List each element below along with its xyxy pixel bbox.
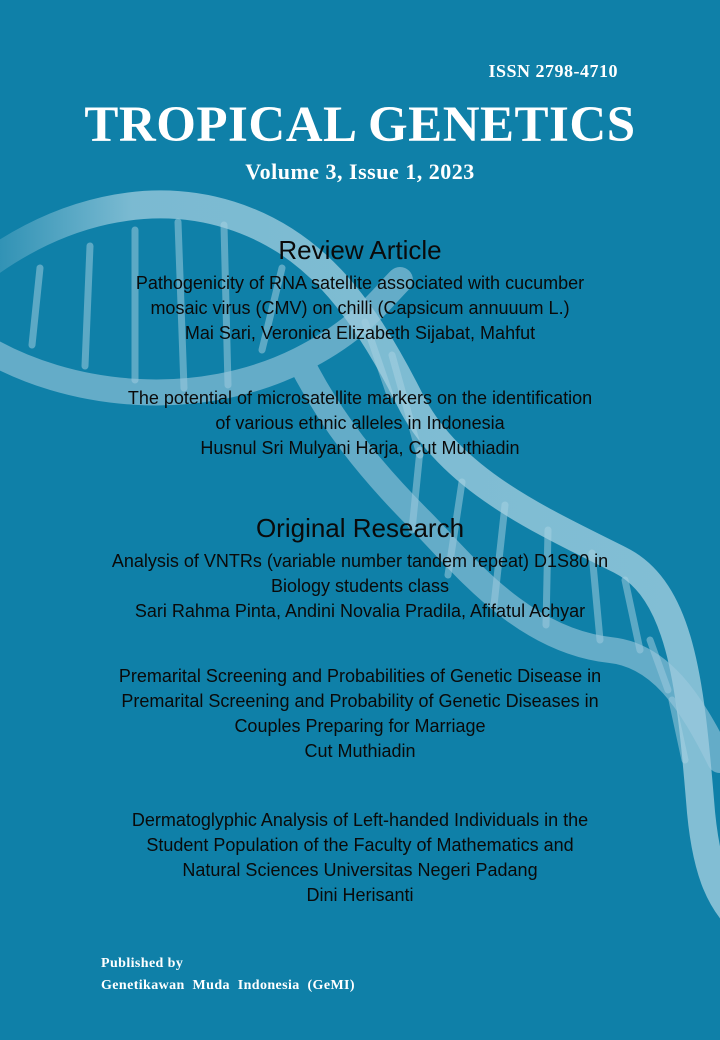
issn-number: ISSN 2798-4710 — [488, 61, 618, 81]
article-premarital — [20, 664, 700, 764]
publisher-block — [101, 953, 355, 997]
article-title-line: mosaic virus (CMV) on chilli (Capsicum annuuum L.) — [150, 298, 570, 318]
article-dermatoglyphic — [20, 808, 700, 908]
section-heading-review: Review Article — [278, 235, 442, 265]
article-authors: Husnul Sri Mulyani Harja, Cut Muthiadin — [200, 438, 520, 458]
article-title-line: Natural Sciences Universitas Negeri Padang — [182, 860, 538, 880]
article-microsatellite — [20, 386, 700, 461]
publisher-name: Genetikawan Muda Indonesia (GeMI) — [101, 978, 355, 993]
article-title-line: Premarital Screening and Probabilities of Genetic Disease in — [118, 666, 602, 686]
article-title-line: Premarital Screening and Probability of Genetic Diseases in — [121, 691, 599, 711]
article-cmv-chilli — [20, 271, 700, 346]
article-authors: Dini Herisanti — [306, 885, 414, 905]
article-authors: Sari Rahma Pinta, Andini Novalia Pradila, Afifatul Achyar — [134, 601, 586, 621]
article-title-line: of various ethnic alleles in Indonesia — [215, 413, 505, 433]
article-title-line: Dermatoglyphic Analysis of Left-handed Individuals in the — [131, 810, 589, 830]
article-title-line: Biology students class — [270, 576, 450, 596]
article-authors: Cut Muthiadin — [304, 741, 416, 761]
volume-issue: Volume 3, Issue 1, 2023 — [245, 159, 475, 184]
article-title-line: Couples Preparing for Marriage — [234, 716, 486, 736]
article-vntr — [20, 549, 700, 624]
article-authors: Mai Sari, Veronica Elizabeth Sijabat, Mahfut — [184, 323, 536, 343]
section-heading-original: Original Research — [255, 513, 465, 543]
article-title-line: Pathogenicity of RNA satellite associated with cucumber — [135, 273, 585, 293]
article-title-line: Analysis of VNTRs (variable number tandem repeat) D1S80 in — [111, 551, 609, 571]
journal-title: TROPICAL GENETICS — [84, 97, 636, 153]
article-title-line: The potential of microsatellite markers on the identification — [127, 388, 593, 408]
article-title-line: Student Population of the Faculty of Mathematics and — [146, 835, 574, 855]
publisher-label: Published by — [101, 956, 184, 971]
